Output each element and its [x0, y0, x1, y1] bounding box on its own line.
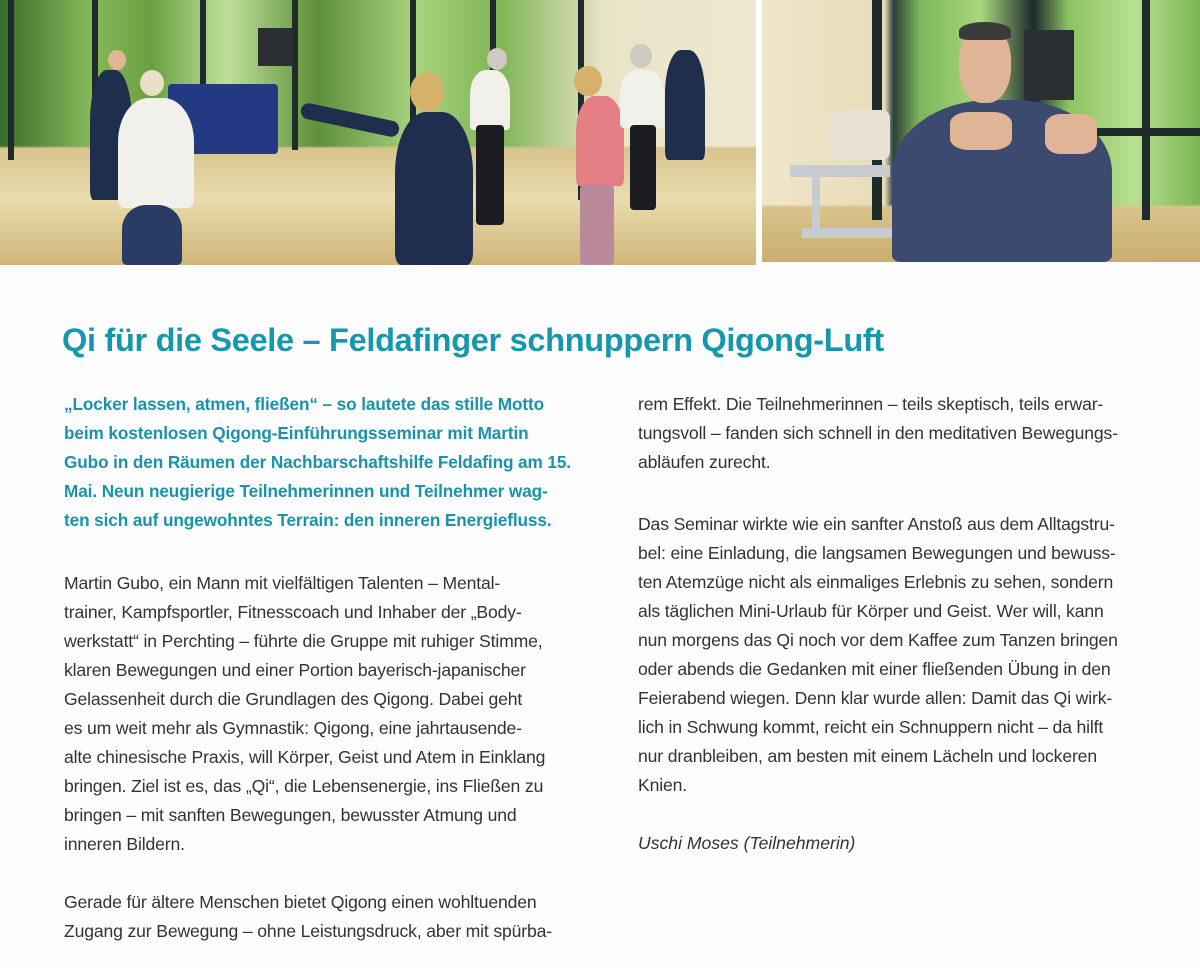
- person-head: [108, 50, 126, 70]
- person-legs: [122, 205, 182, 265]
- body-line: werkstatt“ in Perchting – führte die Gruppe mit ruhiger Stimme,: [64, 631, 543, 651]
- paragraph-3: [638, 510, 1178, 800]
- lead-line: Gubo in den Räumen der Nachbarschaftshilfe Feldafing am 15.: [64, 452, 571, 472]
- lead-line: ten sich auf ungewohntes Terrain: den inneren Energiefluss.: [64, 510, 552, 530]
- body-line: oder abends die Gedanken mit einer fließenden Übung in den: [638, 659, 1111, 679]
- article-title: Qi für die Seele – Feldafinger schnuppern Qigong-Luft: [62, 322, 884, 358]
- body-line: rem Effekt. Die Teilnehmerinnen – teils skeptisch, teils erwar-: [638, 394, 1104, 414]
- body-line: trainer, Kampfsportler, Fitnesscoach und Inhaber der „Body-: [64, 602, 522, 622]
- body-line: Gerade für ältere Menschen bietet Qigong einen wohltuenden: [64, 892, 537, 912]
- body-line: nur dranbleiben, am besten mit einem Lächeln und lockeren: [638, 746, 1097, 766]
- person-head: [140, 70, 164, 96]
- lead-line: Mai. Neun neugierige Teilnehmerinnen und Teilnehmer wag-: [64, 481, 548, 501]
- body-line: es um weit mehr als Gymnastik: Qigong, eine jahrtausende-: [64, 718, 522, 738]
- speaker: [1024, 30, 1074, 100]
- body-line: bringen – mit sanften Bewegungen, bewusster Atmung und: [64, 805, 517, 825]
- body-line: Zugang zur Bewegung – ohne Leistungsdruck, aber mit spürba-: [64, 921, 552, 941]
- body-line: lich in Schwung kommt, reicht ein Schnuppern nicht – da hilft: [638, 717, 1104, 737]
- group-class-photo: [0, 0, 756, 265]
- body-line: alte chinesische Praxis, will Körper, Geist und Atem in Einklang: [64, 747, 546, 767]
- person-head: [410, 72, 444, 112]
- instructor-photo: [762, 0, 1200, 262]
- person-head: [487, 48, 507, 70]
- person-legs: [630, 125, 656, 210]
- body-line: als täglichen Mini-Urlaub für Körper und Geist. Wer will, kann: [638, 601, 1104, 621]
- person-participant: [395, 112, 473, 265]
- left-column: [64, 390, 604, 946]
- body-line: bringen. Ziel ist es, das „Qi“, die Lebensenergie, ins Fließen zu: [64, 776, 544, 796]
- person-participant: [118, 98, 194, 208]
- bag: [830, 110, 890, 160]
- paragraph-2: [64, 888, 604, 946]
- person-participant: [470, 70, 510, 130]
- person-participant: [576, 96, 624, 186]
- instructor-hair: [959, 22, 1011, 40]
- instructor-hand: [950, 112, 1012, 150]
- author-byline: Uschi Moses (Teilnehmerin): [638, 833, 856, 853]
- paragraph-2-continued: [638, 390, 1178, 477]
- instructor-hand: [1045, 114, 1097, 154]
- body-line: abläufen zurecht.: [638, 452, 771, 472]
- body-line: inneren Bildern.: [64, 834, 185, 854]
- lead-line: beim kostenlosen Qigong-Einführungsseminar mit Martin: [64, 423, 529, 443]
- body-line: bel: eine Einladung, die langsamen Bewegungen und bewuss-: [638, 543, 1116, 563]
- lead-line: „Locker lassen, atmen, fließen“ – so lautete das stille Motto: [64, 394, 545, 414]
- body-line: Martin Gubo, ein Mann mit vielfältigen Talenten – Mental-: [64, 573, 501, 593]
- cart-base: [802, 228, 897, 238]
- body-line: ten Atemzüge nicht als einmaliges Erlebnis zu sehen, sondern: [638, 572, 1114, 592]
- window-frame: [8, 0, 14, 160]
- body-line: Das Seminar wirkte wie ein sanfter Anstoß aus dem Alltagstru-: [638, 514, 1115, 534]
- body-line: klaren Bewegungen und einer Portion bayerisch-japanischer: [64, 660, 526, 680]
- person-legs: [476, 125, 504, 225]
- person-head: [574, 66, 602, 96]
- body-line: Gelassenheit durch die Grundlagen des Qigong. Dabei geht: [64, 689, 523, 709]
- body-line: tungsvoll – fanden sich schnell in den meditativen Bewegungs-: [638, 423, 1118, 443]
- cart: [790, 165, 890, 177]
- person-arm: [299, 102, 400, 138]
- body-line: nun morgens das Qi noch vor dem Kaffee zum Tanzen bringen: [638, 630, 1118, 650]
- person-participant: [620, 70, 664, 128]
- person-head: [630, 44, 652, 68]
- lead-paragraph: [64, 390, 604, 535]
- body-line: Knien.: [638, 775, 687, 795]
- right-column: [638, 390, 1178, 858]
- window-frame: [1142, 0, 1150, 220]
- paragraph-1: [64, 569, 604, 859]
- window-frame: [292, 0, 298, 150]
- speaker: [258, 28, 293, 66]
- person-reflection: [665, 50, 705, 160]
- person-legs: [580, 185, 614, 265]
- body-line: Feierabend wiegen. Denn klar wurde allen: Damit das Qi wirk-: [638, 688, 1113, 708]
